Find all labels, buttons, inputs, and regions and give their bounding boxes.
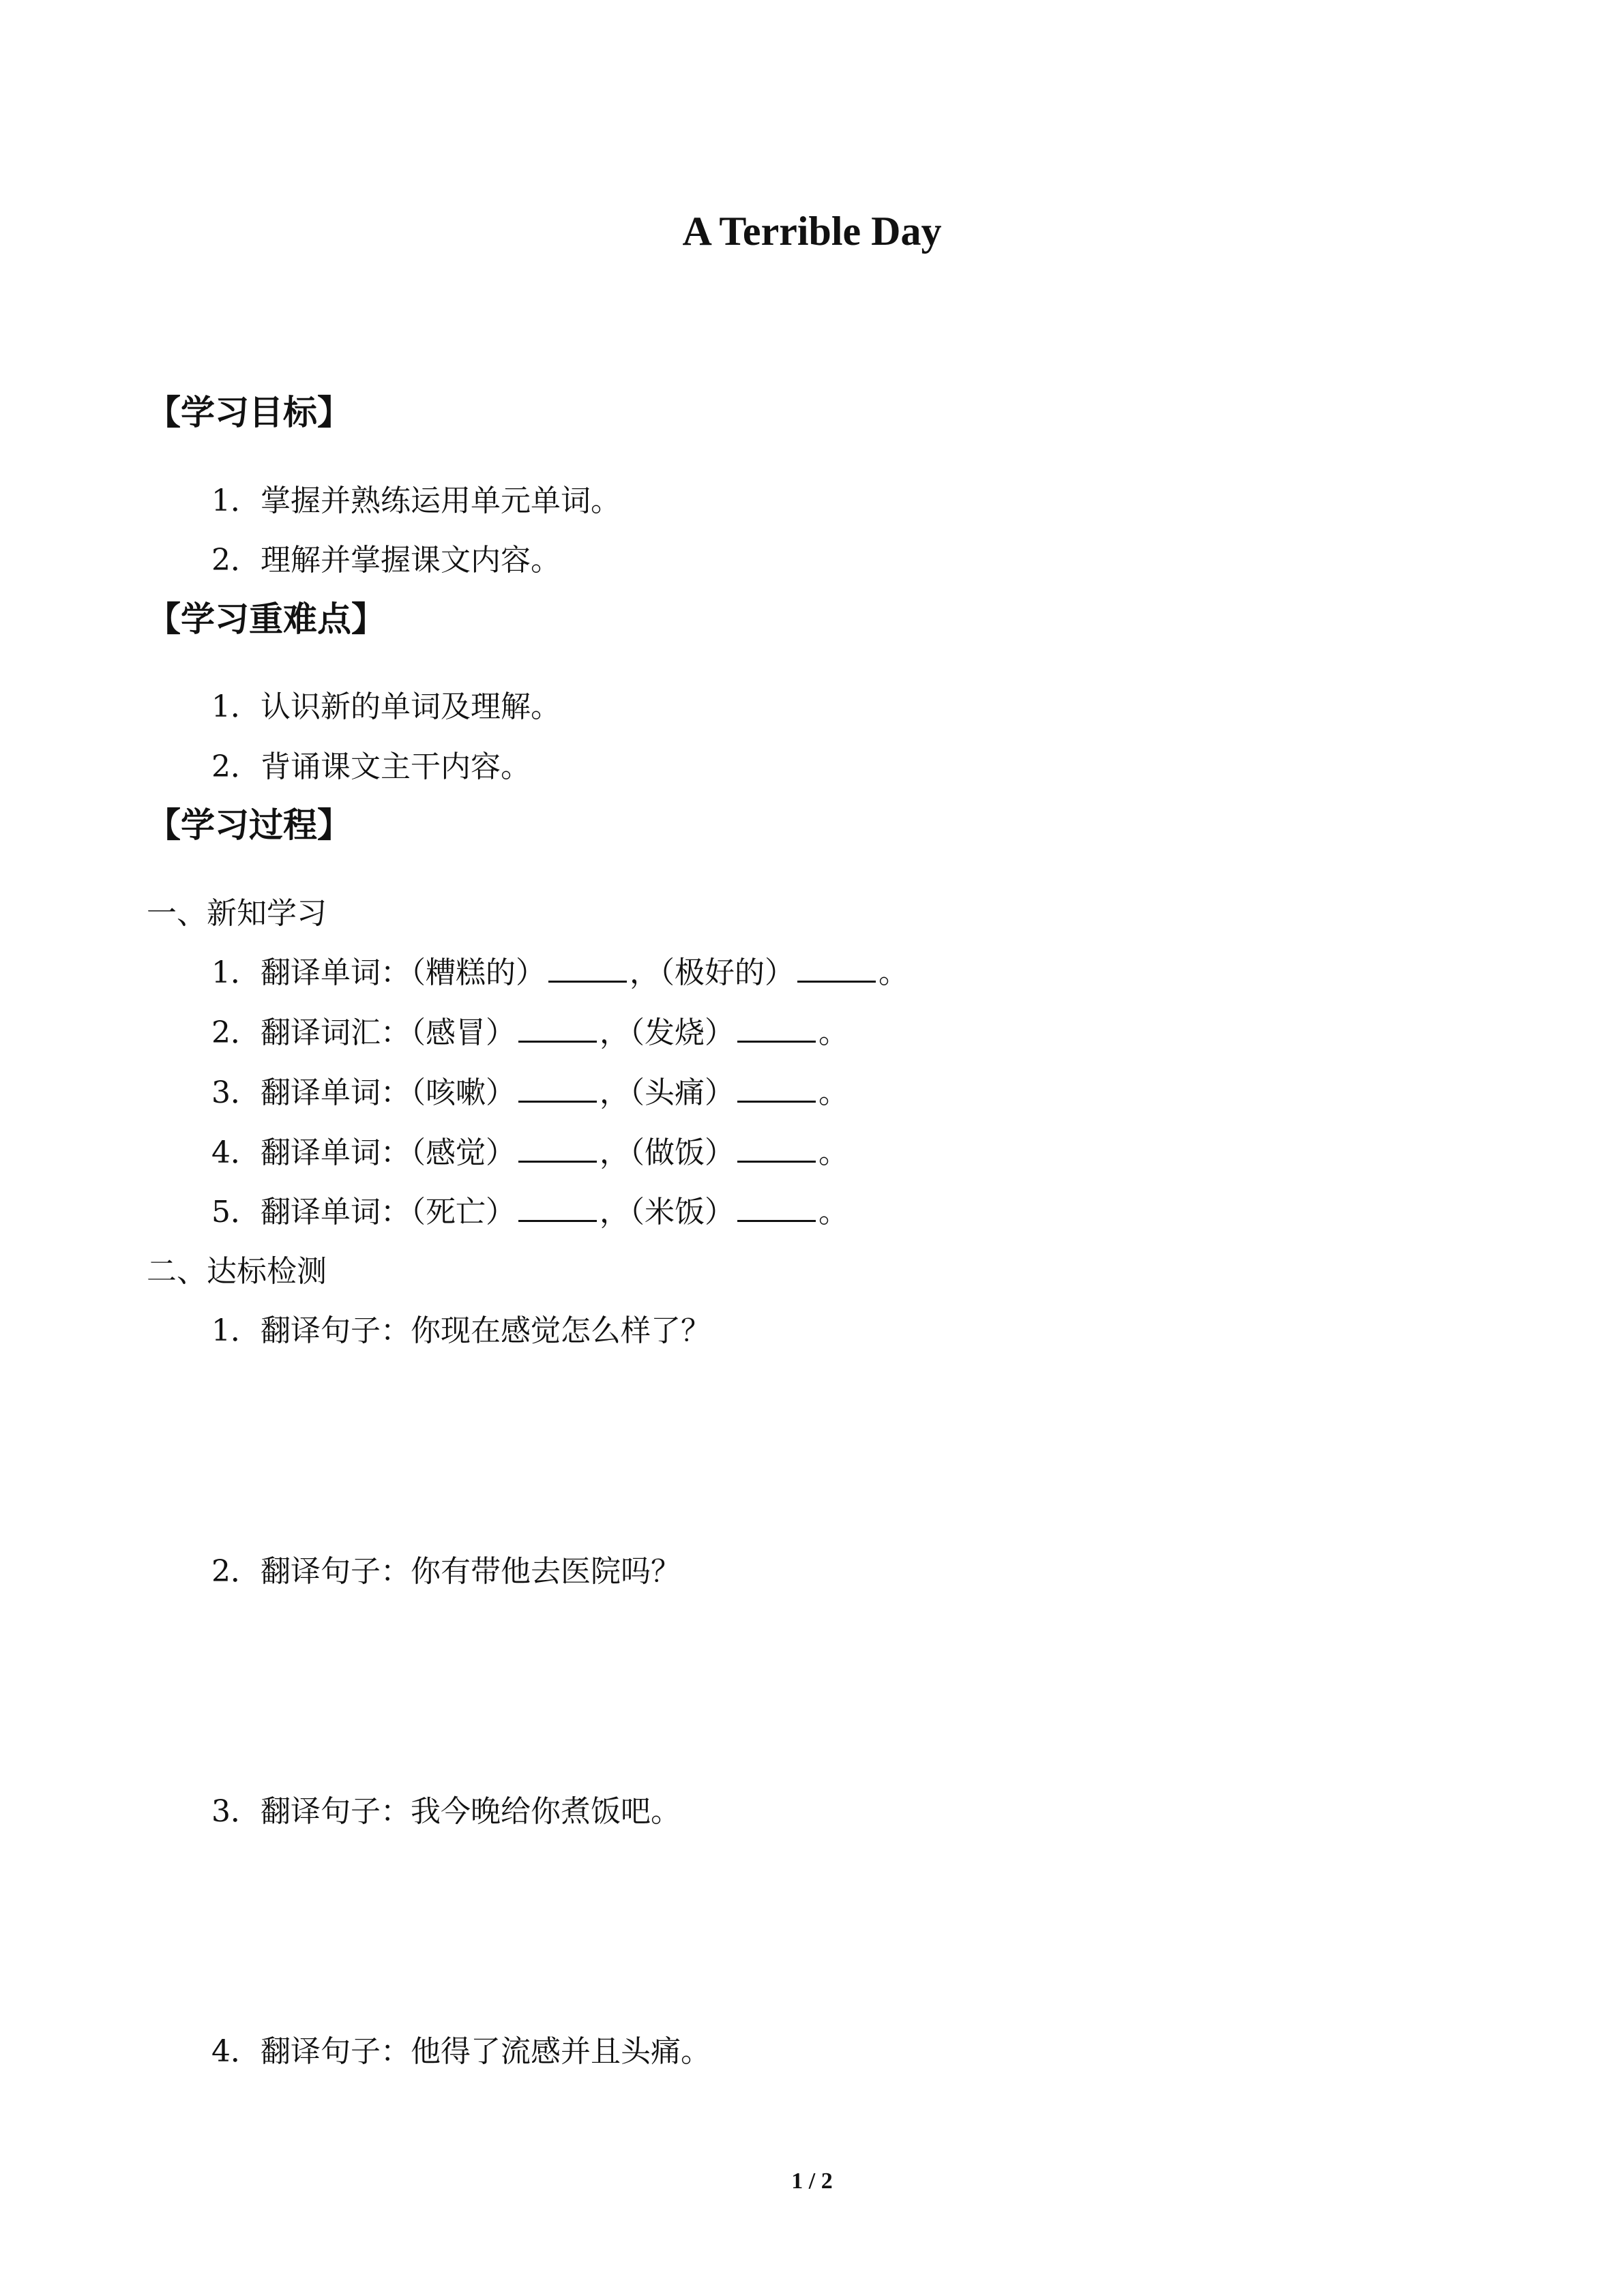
translation-item: 2．翻译句子：你有带他去医院吗？ <box>211 1554 681 1589</box>
part-label-new-knowledge: 一、新知学习 <box>147 896 327 931</box>
answer-blank[interactable] <box>548 956 627 983</box>
section-heading-key-points: 【学习重难点】 <box>147 599 385 639</box>
part-label-assessment: 二、达标检测 <box>147 1254 327 1289</box>
answer-blank[interactable] <box>737 1136 816 1163</box>
vocab-item: 5．翻译单词：（死亡） ，（米饭） 。 <box>211 1195 848 1229</box>
section-heading-goals: 【学习目标】 <box>147 393 351 432</box>
answer-blank[interactable] <box>737 1016 816 1043</box>
translation-item: 4．翻译句子：他得了流感并且头痛。 <box>211 2034 711 2069</box>
answer-blank[interactable] <box>737 1076 816 1103</box>
key-point-item: 2．背诵课文主干内容。 <box>211 749 531 784</box>
vocab-item: 2．翻译词汇：（感冒） ，（发烧） 。 <box>211 1015 848 1050</box>
goal-item: 1．掌握并熟练运用单元单词。 <box>211 483 621 518</box>
translation-item: 3．翻译句子：我今晚给你煮饭吧。 <box>211 1794 681 1829</box>
answer-blank[interactable] <box>518 1016 597 1043</box>
goal-item: 2．理解并掌握课文内容。 <box>211 543 561 578</box>
answer-blank[interactable] <box>518 1076 597 1103</box>
answer-blank[interactable] <box>797 956 876 983</box>
vocab-item: 1．翻译单词：（糟糕的） ，（极好的） 。 <box>211 955 909 990</box>
vocab-item: 4．翻译单词：（感觉） ，（做饭） 。 <box>211 1135 848 1170</box>
answer-blank[interactable] <box>518 1195 597 1222</box>
vocab-item: 3．翻译单词：（咳嗽） ，（头痛） 。 <box>211 1075 848 1110</box>
translation-item: 1．翻译句子：你现在感觉怎么样了？ <box>211 1313 711 1348</box>
answer-blank[interactable] <box>737 1195 816 1222</box>
answer-blank[interactable] <box>518 1136 597 1163</box>
section-heading-process: 【学习过程】 <box>147 805 351 845</box>
page-title: A Terrible Day <box>682 209 942 254</box>
key-point-item: 1．认识新的单词及理解。 <box>211 689 561 724</box>
page-number: 1 / 2 <box>791 2168 833 2194</box>
